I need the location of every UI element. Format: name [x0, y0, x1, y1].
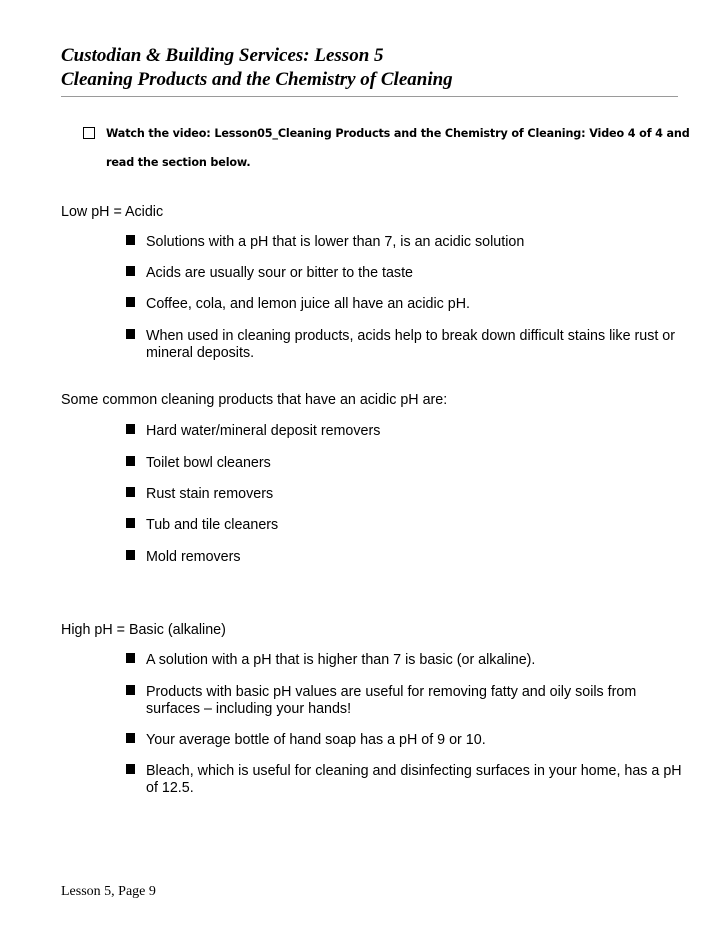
lesson-title: Custodian & Building Services: Lesson 5	[61, 45, 384, 66]
basic-bullet: Products with basic pH values are useful for removing fatty and oily soils from surfaces – including your hands!	[146, 684, 686, 718]
page-header	[61, 44, 678, 97]
acidic-bullet: When used in cleaning products, acids help to break down difficult stains like rust or mineral deposits.	[146, 328, 686, 362]
product-bullet: Hard water/mineral deposit removers	[146, 423, 686, 440]
product-bullet: Rust stain removers	[146, 486, 686, 503]
acidic-section-title: Low pH = Acidic	[61, 204, 164, 220]
page-footer: Lesson 5, Page 9	[61, 884, 156, 899]
acidic-bullet: Acids are usually sour or bitter to the taste	[146, 265, 686, 282]
basic-bullet: Your average bottle of hand soap has a pH of 9 or 10.	[146, 732, 686, 749]
basic-section-title: High pH = Basic (alkaline)	[61, 622, 226, 638]
basic-bullet: Bleach, which is useful for cleaning and disinfecting surfaces in your home, has a pH of 12.5.	[146, 763, 686, 797]
products-section-title: Some common cleaning products that have an acidic pH are:	[61, 392, 448, 408]
product-bullet: Tub and tile cleaners	[146, 517, 686, 534]
instruction-text: Watch the video: Lesson05_Cleaning Products and the Chemistry of Cleaning: Video 4 of 4 and read the section below.	[106, 127, 690, 169]
basic-bullet: A solution with a pH that is higher than 7 is basic (or alkaline).	[146, 652, 686, 669]
product-bullet: Toilet bowl cleaners	[146, 455, 686, 472]
product-bullet: Mold removers	[146, 549, 686, 566]
task-checkbox[interactable]	[83, 127, 95, 139]
acidic-bullet: Coffee, cola, and lemon juice all have an acidic pH.	[146, 296, 686, 313]
acidic-bullet: Solutions with a pH that is lower than 7, is an acidic solution	[146, 234, 686, 251]
lesson-subtitle: Cleaning Products and the Chemistry of Cleaning	[61, 69, 453, 90]
